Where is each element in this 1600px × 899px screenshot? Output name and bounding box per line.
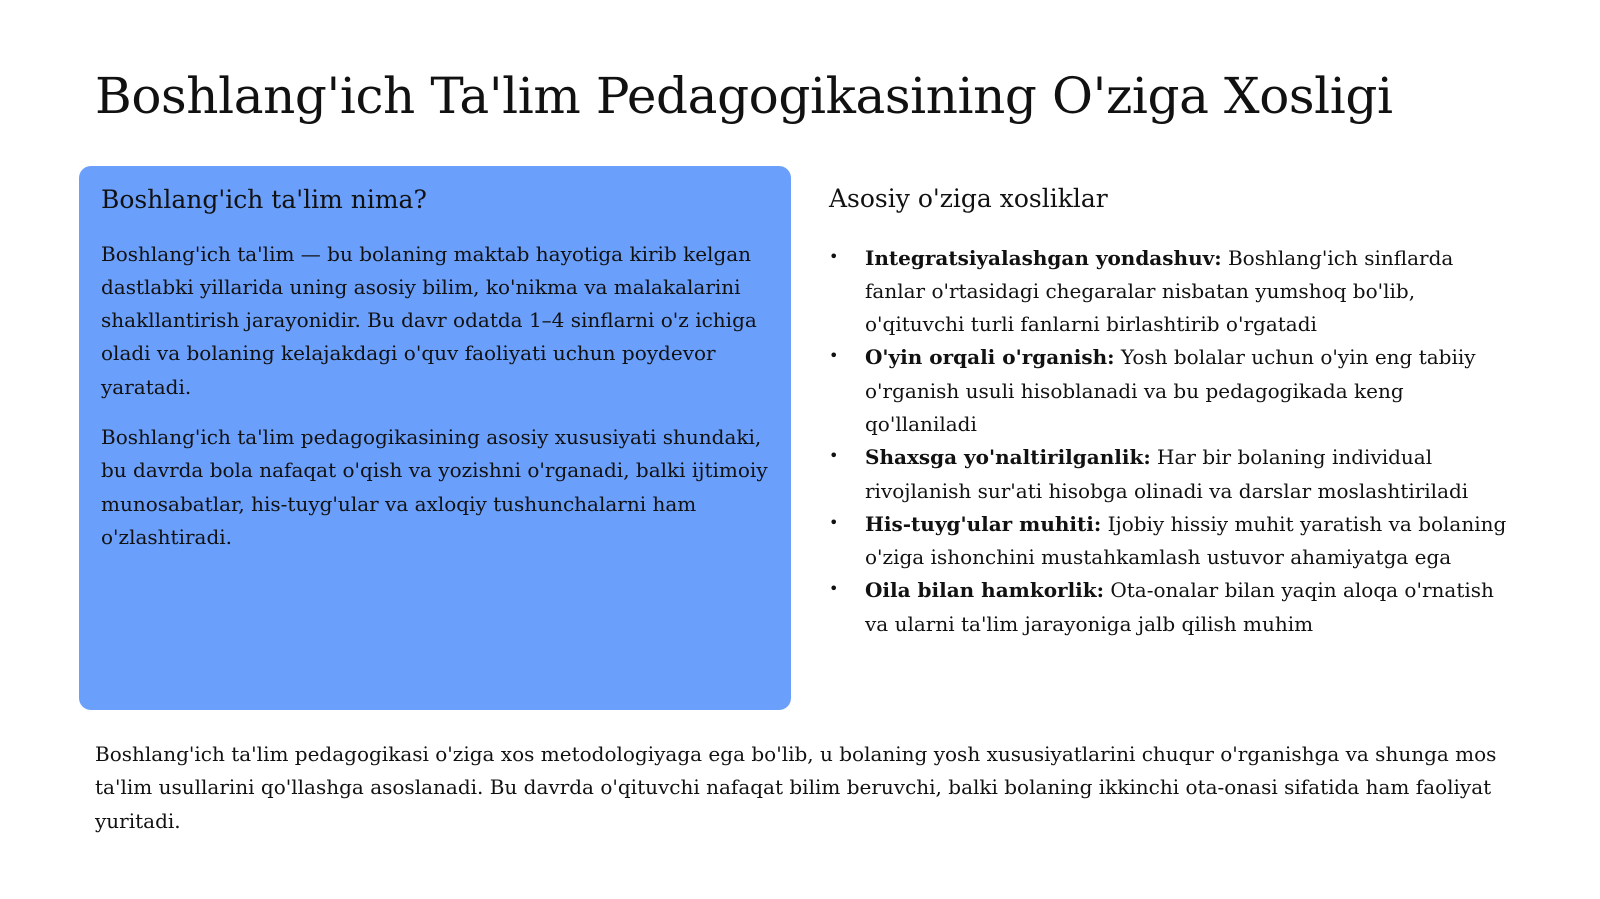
- card-heading: Boshlang'ich ta'lim nima?: [101, 185, 427, 214]
- feature-term: Oila bilan hamkorlik:: [865, 578, 1105, 603]
- summary-paragraph: Boshlang'ich ta'lim pedagogikasi o'ziga xos metodologiyaga ega bo'lib, u bolaning yosh xususiyatlarini chuqur o'rganishga va shunga mos ta'lim usullarini qo'llashga asoslanadi. Bu davrda o'qituvchi nafaqat bilim beruvchi, balki bolaning ikkinchi ota-onasi sifatida ham faoliyat yuritadi.: [95, 742, 1497, 833]
- card-paragraph: Boshlang'ich ta'lim — bu bolaning maktab hayotiga kirib kelgan dastlabki yillarida uning asosiy bilim, ko'nikma va malakalarini shakllantirish jarayonidir. Bu davr odatda 1–4 sinflarni o'z ichiga oladi va bolaning kelajakdagi o'quv faoliyati uchun poydevor yaratadi.: [101, 241, 757, 399]
- feature-text: Boshlang'ich sinflarda fanlar o'rtasidagi chegaralar nisbatan yumshoq bo'lib, o'qituvchi turli fanlarni birlashtirib o'rgatadi: [865, 245, 1454, 337]
- feature-term: His-tuyg'ular muhiti:: [865, 511, 1102, 536]
- feature-term: Shaxsga yo'naltirilganlik:: [865, 445, 1151, 470]
- slide-title: Boshlang'ich Ta'lim Pedagogikasining O'ziga Xosligi: [95, 67, 1393, 125]
- feature-list: [829, 242, 1519, 642]
- feature-term: Integratsiyalashgan yondashuv:: [865, 245, 1222, 270]
- card-paragraph: Boshlang'ich ta'lim pedagogikasining asosiy xususiyati shundaki, bu davrda bola nafaqat o'qish va yozishni o'rganadi, balki ijtimoiy munosabatlar, his-tuyg'ular va axloqiy tushunchalarni ham o'zlashtiradi.: [101, 424, 768, 549]
- feature-item: [829, 574, 1519, 641]
- info-card: [79, 166, 791, 710]
- feature-item: [829, 441, 1519, 508]
- feature-item: [829, 508, 1519, 575]
- feature-text: Har bir bolaning individual rivojlanish sur'ati hisobga olinadi va darslar moslashtiriladi: [865, 445, 1469, 503]
- feature-text: Yosh bolalar uchun o'yin eng tabiiy o'rganish usuli hisoblanadi va bu pedagogikada keng qo'llaniladi: [865, 345, 1476, 436]
- feature-item: [829, 341, 1519, 441]
- feature-text: Ijobiy hissiy muhit yaratish va bolaning o'ziga ishonchini mustahkamlash ustuvor ahamiyatga ega: [865, 511, 1507, 570]
- feature-text: Ota-onalar bilan yaqin aloqa o'rnatish va ularni ta'lim jarayoniga jalb qilish muhim: [865, 578, 1494, 636]
- features-heading: Asosiy o'ziga xosliklar: [829, 184, 1108, 213]
- features-column: [829, 183, 1519, 641]
- feature-item: [829, 242, 1519, 342]
- feature-term: O'yin orqali o'rganish:: [865, 345, 1115, 370]
